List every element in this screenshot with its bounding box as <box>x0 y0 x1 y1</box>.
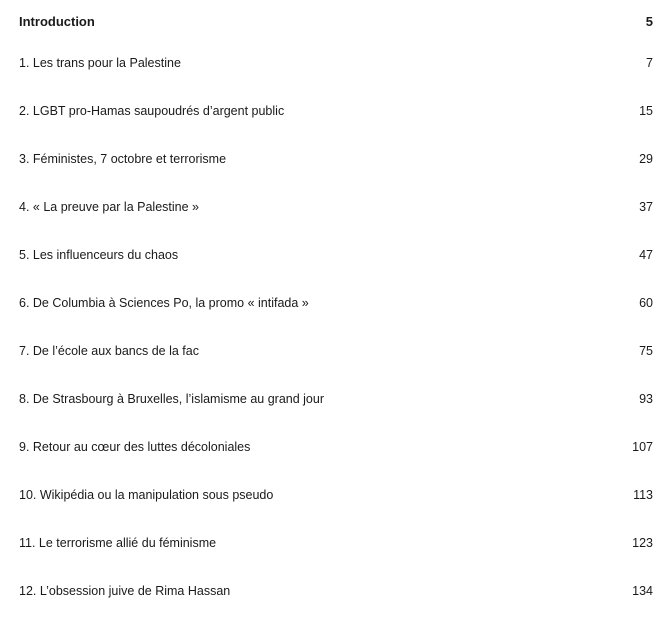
toc-entry-page: 29 <box>639 152 653 166</box>
toc-entry-title: 11. Le terrorisme allié du féminisme <box>19 536 217 550</box>
toc-entry-title: 9. Retour au cœur des luttes décoloniales <box>19 440 251 454</box>
toc-entry-chapter-8[interactable] <box>19 392 653 440</box>
toc-entry-title: 10. Wikipédia ou la manipulation sous pseudo <box>19 488 274 502</box>
toc-entry-title: 12. L’obsession juive de Rima Hassan <box>19 584 231 598</box>
toc-entry-chapter-10[interactable] <box>19 488 653 536</box>
toc-entry-page: 15 <box>639 104 653 118</box>
toc-entry-chapter-4[interactable] <box>19 200 653 248</box>
toc-entry-chapter-2[interactable] <box>19 104 653 152</box>
toc-entry-title: 2. LGBT pro-Hamas saupoudrés d’argent public <box>19 104 285 118</box>
toc-entry-title: 8. De Strasbourg à Bruxelles, l’islamisme au grand jour <box>19 392 324 406</box>
toc-entry-page: 60 <box>639 296 653 310</box>
toc-entry-introduction[interactable] <box>19 14 653 56</box>
toc-entry-title: 6. De Columbia à Sciences Po, la promo « intifada » <box>19 296 309 310</box>
toc-entry-page: 47 <box>639 248 653 262</box>
toc-entry-title: 4. « La preuve par la Palestine » <box>19 200 199 214</box>
toc-entry-title: 7. De l’école aux bancs de la fac <box>19 344 199 358</box>
toc-entry-page: 75 <box>639 344 653 358</box>
toc-entry-page: 5 <box>645 14 653 29</box>
toc-entry-title: 5. Les influenceurs du chaos <box>19 248 179 262</box>
toc-entry-chapter-5[interactable] <box>19 248 653 296</box>
toc-entry-chapter-7[interactable] <box>19 344 653 392</box>
toc-entry-page: 93 <box>639 392 653 406</box>
toc-entry-chapter-9[interactable] <box>19 440 653 488</box>
toc-entry-chapter-11[interactable] <box>19 536 653 584</box>
toc-entry-page: 123 <box>632 536 653 550</box>
toc-entry-page: 107 <box>632 440 653 454</box>
toc-entry-title: 1. Les trans pour la Palestine <box>19 56 181 70</box>
toc-entry-chapter-1[interactable] <box>19 56 653 104</box>
toc-entry-title: 3. Féministes, 7 octobre et terrorisme <box>19 152 227 166</box>
toc-entry-chapter-6[interactable] <box>19 296 653 344</box>
toc-entry-page: 113 <box>633 488 653 502</box>
toc-entry-chapter-3[interactable] <box>19 152 653 200</box>
toc-entry-page: 37 <box>639 200 653 214</box>
toc-entry-chapter-12[interactable] <box>19 584 653 632</box>
toc-entry-page: 134 <box>632 584 653 598</box>
toc-entry-page: 7 <box>646 56 653 70</box>
toc-entry-title: Introduction <box>19 14 95 29</box>
